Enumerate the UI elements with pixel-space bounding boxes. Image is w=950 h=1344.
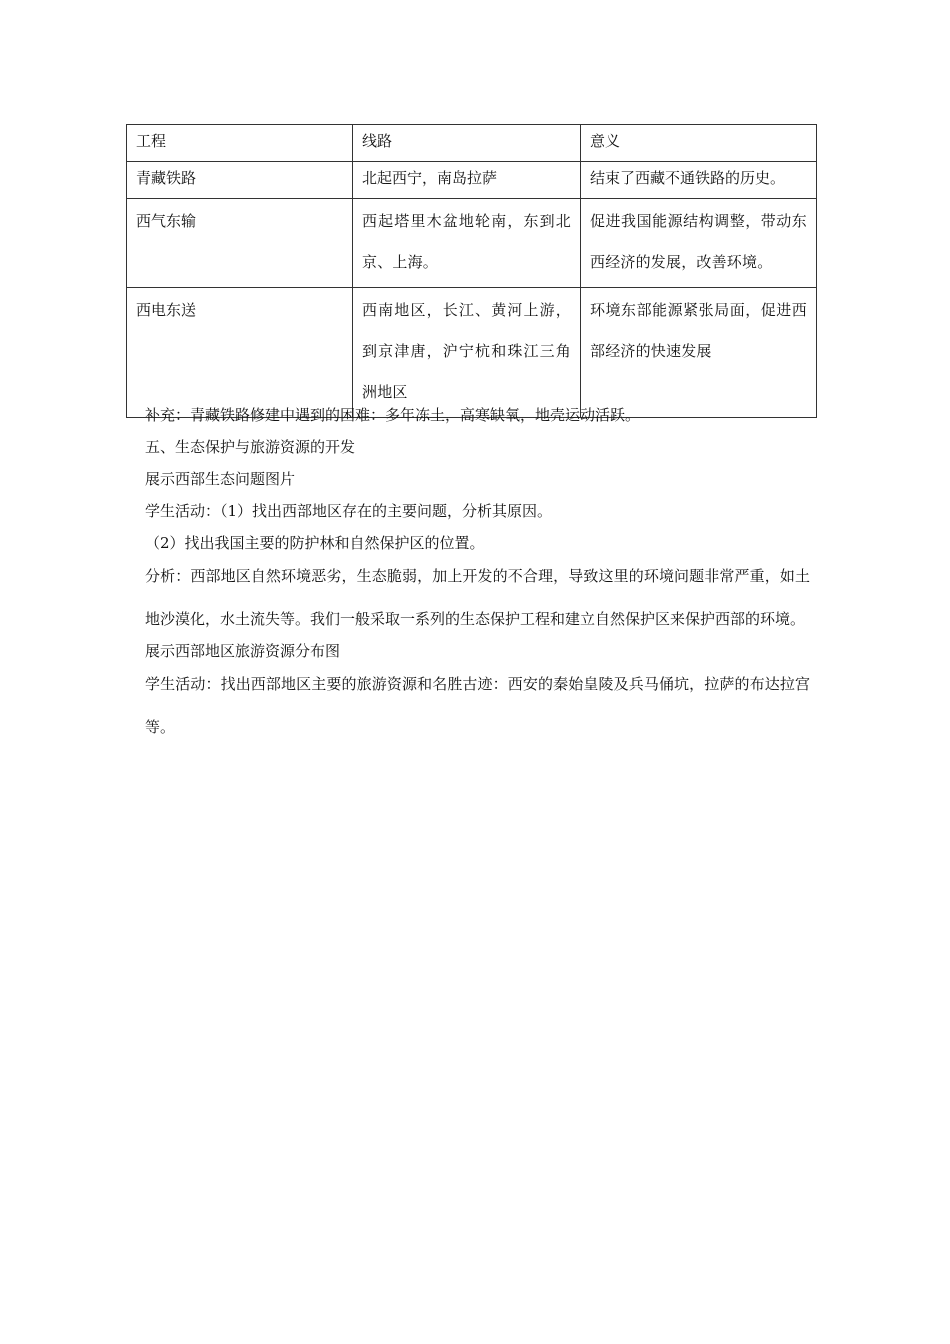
section-heading: 五、生态保护与旅游资源的开发 (145, 438, 356, 456)
header-route: 线路 (353, 125, 581, 162)
cell-project: 青藏铁路 (127, 162, 353, 199)
show-ecology-paragraph: 展示西部生态问题图片 (145, 470, 296, 488)
header-significance: 意义 (581, 125, 817, 162)
cell-significance: 促进我国能源结构调整，带动东西经济的发展，改善环境。 (581, 199, 817, 288)
activity-three-paragraph: 学生活动：找出西部地区主要的旅游资源和名胜古迹：西安的秦始皇陵及兵马俑坑，拉萨的布达拉宫等。 (145, 675, 810, 736)
show-tourism-paragraph: 展示西部地区旅游资源分布图 (145, 642, 341, 660)
supplement-paragraph: 补充：青藏铁路修建中遇到的困难：多年冻土，高寒缺氧，地壳运动活跃。 (145, 406, 641, 424)
cell-project: 西气东输 (127, 199, 353, 288)
cell-significance: 结束了西藏不通铁路的历史。 (581, 162, 817, 199)
header-project: 工程 (127, 125, 353, 162)
cell-route: 西南地区，长江、黄河上游，到京津唐，沪宁杭和珠江三角洲地区 (353, 288, 581, 418)
body-text (145, 399, 810, 749)
analysis-paragraph: 分析：西部地区自然环境恶劣，生态脆弱，加上开发的不合理，导致这里的环境问题非常严重，如土地沙漠化，水土流失等。我们一般采取一系列的生态保护工程和建立自然保护区来保护西部的环境。 (145, 567, 810, 628)
cell-route: 西起塔里木盆地轮南，东到北京、上海。 (353, 199, 581, 288)
activity-two-paragraph: （2）找出我国主要的防护林和自然保护区的位置。 (145, 534, 485, 552)
table-row (127, 199, 817, 288)
cell-significance: 环境东部能源紧张局面，促进西部经济的快速发展 (581, 288, 817, 418)
cell-project: 西电东送 (127, 288, 353, 418)
cell-route: 北起西宁，南岛拉萨 (353, 162, 581, 199)
table-header-row (127, 125, 817, 162)
activity-one-paragraph: 学生活动：（1）找出西部地区存在的主要问题，分析其原因。 (145, 502, 553, 520)
table-row (127, 288, 817, 418)
western-projects-table (126, 124, 817, 418)
table-row (127, 162, 817, 199)
